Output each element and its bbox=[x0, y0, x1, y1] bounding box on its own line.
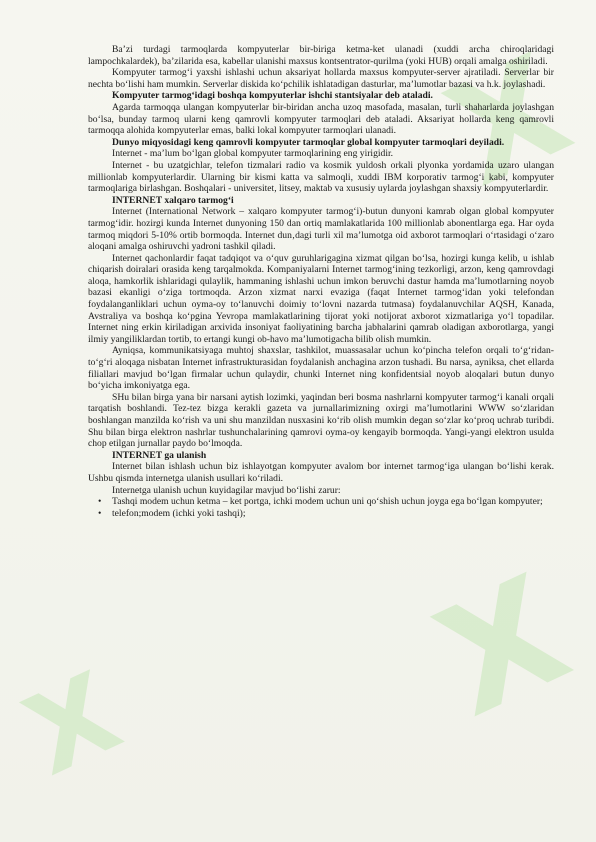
list-item: • telefon;modem (ichki yoki tashqi); bbox=[88, 508, 554, 520]
document-body bbox=[88, 44, 554, 519]
paragraph: Ayniqsa, kommunikatsiyaga muhtoj shaxslar, tashkilot, muassasalar uchun ko‘pincha telefon orqali to‘g‘ridan-to‘g‘ri aloqaga nisbatan Internet infrastrukturasidan foydalanish anchagina arzon tushadi. Bu narsa, ayniksa, chet ellarda filiallari mavjud bo‘lgan firmalar uchun qulaydir, chunki Internet ning konfidentsial noyob aloqalari butun dunyo bo‘yicha imkoniyatga ega. bbox=[88, 345, 554, 392]
paragraph: Internetga ulanish uchun kuyidagilar mavjud bo‘lishi zarur: bbox=[112, 484, 341, 496]
requirements-list bbox=[88, 496, 554, 519]
paragraph: Kompyuter tarmog‘i yaxshi ishlashi uchun aksariyat hollarda maxsus kompyuter-server ajratiladi. Serverlar bir nechta bo‘lishi ham mumkin. Serverlar diskida ko‘pchilik ishlatadigan dasturlar, ma’lumotlar bazasi va h.k. joylashadi. bbox=[88, 67, 554, 90]
paragraph: SHu bilan birga yana bir narsani aytish lozimki, yaqindan beri bosma nashrlarni kompyuter tarmog‘i kanali orqali tarqatish boshlandi. Tez-tez bizga kerakli gazeta va jurnallarimizning oxirgi ma’lumotlarini WWW so‘zlaridan boshlangan manzilda ko‘rish va uni shu manzildan nusxasini ko‘rib olish mumkin degan so‘zlar ko‘proq uchrab turibdi. Shu bilan birga elektron nashrlar tushunchalarining qamrovi oyma-oy kengayib bormoqda. Yangi-yangi elektron usulda chop etilgan jurnallar paydo bo‘lmoqda. bbox=[88, 391, 554, 450]
paragraph: Internet - ma’lum bo‘lgan global kompyuter tarmoqlarining eng yirigidir. bbox=[112, 148, 394, 160]
paragraph: Ba’zi turdagi tarmoqlarda kompyuterlar bir-biriga ketma-ket ulanadi (xuddi archa chiroqlaridagi lampochkalardek), ba’zilarida esa, kabellar ulanishi maxsus kontsentrator-qurilma (yoki HUB) orqali amalga oshiriladi. bbox=[88, 44, 554, 67]
watermark-shape: X bbox=[413, 543, 593, 751]
paragraph: Internet - bu uzatgichlar, telefon tizmalari radio va kosmik yuldosh orkali plyonka yordamida uzaro ulangan millionlab kompyuterlardir. Ularning bir kismi katta va salmoqli, xuddi IBM korporativ tarmog‘i kabi, kompyuter tarmoqlariga birlashgan. Boshqalari - universitet, litsey, maktab va xususiy uylarda joylashgan shaxsiy kompyuterlardir. bbox=[88, 159, 554, 195]
bold-paragraph: Dunyo miqyosidagi keng qamrovli kompyuter tarmoqlar global kompyuter tarmoqlari deyiladi. bbox=[112, 136, 505, 148]
paragraph: Internet (International Network – xalqaro kompyuter tarmog‘i)-butun dunyoni kamrab olgan global kompyuter tarmog‘idir. hozirgi kunda Internet dunyoning 150 dan ortiq mamlakatlarida 100 millionlab abonentlarga ega. Har oyda tarmoq miqdori 5-10% ortib bormoqda. Internet dun‚dagi turli xil ma’lumotga oid axborot tarmoqlari o‘rtasidagi o‘zaro aloqani amalga oshiruvchi yadroni tashkil qiladi. bbox=[88, 206, 554, 253]
paragraph: Internet qachonlardir faqat tadqiqot va o‘quv guruhlarigagina xizmat qilgan bo‘lsa, hozirgi kunga kelib, u ishlab chiqarish doiralari orasida keng tarqalmokda. Kompaniyalarni Internet tarmog‘ining tezkorligi, arzon, keng qamrovdagi aloqa, hamkorlik ishlaridagi qulaylik, hammaning ishlashi uchun imkon beruvchi dastur hamda ma’lumotlarning noyob bazasi ekanligi o‘ziga tortmoqda. Arzon xizmat narxi evaziga (faqat Internet tarmog‘idan yoki telefondan foydalanganliklari uchun oyma-oy to‘lanuvchi doimiy to‘lovni nazarda tutmasa) foydalanuvchilar AQSH, Kanada, Avstraliya va boshqa ko‘pgina Yevropa mamlakatlarining tijorat yoki notijorat axborot xizmatlariga yo‘l topadilar. Internet ning erkin kiriladigan arxivida insoniyat faoliyatining barcha jabhalarini qamrab oladigan axborotlarga, yangi ilmiy yangiliklardan tortib, to ertangi kungi ob-havo ma’lumotigacha bilib olish mumkin. bbox=[88, 252, 554, 345]
bold-paragraph: Kompyuter tarmog‘idagi boshqa kompyuterlar ishchi stantsiyalar deb ataladi. bbox=[112, 90, 433, 102]
list-item: • Tashqi modem uchun ketma – ket portga, ichki modem uchun uni qo‘shish uchun joyga ega bo‘lgan kompyuter; bbox=[88, 496, 554, 508]
section-heading: INTERNET ga ulanish bbox=[112, 449, 207, 461]
watermark-shape: X bbox=[425, 24, 593, 219]
paragraph: Internet bilan ishlash uchun biz ishlayotgan kompyuter avalom bor internet tarmog‘iga ulangan bo‘lishi kerak. Ushbu qismda internetga ulanish usullari ko‘riladi. bbox=[88, 461, 554, 484]
paragraph: Agarda tarmoqqa ulangan kompyuterlar bir-biridan ancha uzoq masofada, masalan, turli shaharlarda joylashgan bo‘lsa, bunday tarmoq ularni keng qamrovli kompyuter tarmoqlari deb ataladi. Aksariyat hollarda keng qamrovli tarmoqqa alohida kompyuterlar emas, balki lokal kompyuter tarmoqlari ulanadi. bbox=[88, 101, 554, 137]
watermark-shape: X bbox=[6, 648, 138, 800]
section-heading: INTERNET xalqaro tarmog‘i bbox=[112, 194, 234, 206]
